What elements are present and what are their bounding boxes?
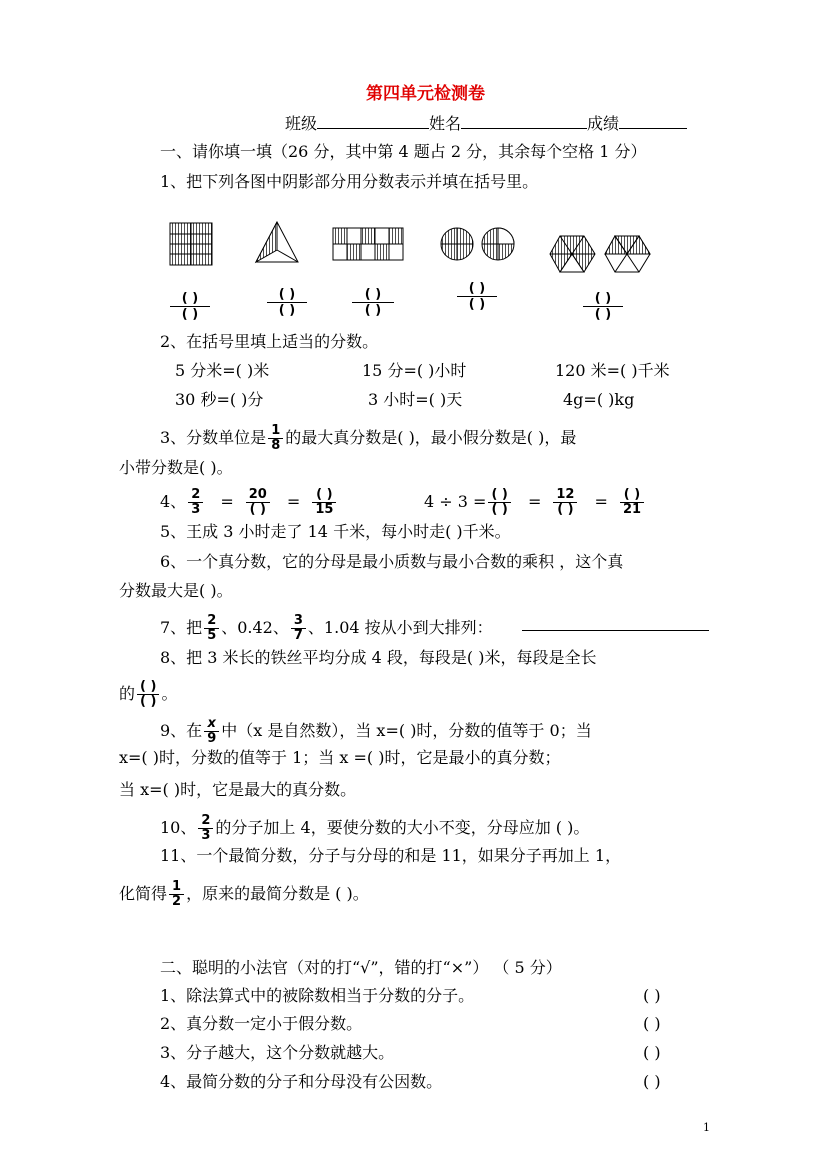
figure-square-grid xyxy=(169,222,213,266)
section2-heading: 二、聪明的小法官（对的打“√”，错的打“×”） （ 5 分） xyxy=(160,958,562,977)
question-4: 4、 $\frac{2}{3}$ = $\frac{20}{( )}$ = $\frac{( )}{15}$ xyxy=(160,488,338,517)
q2-item-2: 15 分=( )小时 xyxy=(362,361,467,380)
q2-item-5: 3 小时=( )天 xyxy=(368,390,463,409)
score-blank[interactable] xyxy=(619,114,687,129)
question-9-line2: x=( )时，分数的值等于 1；当 x =( )时，它是最小的真分数； xyxy=(119,748,561,767)
question-8-line2: 的 $\frac{( )}{( )}$ 。 xyxy=(119,679,178,709)
figure-triangle xyxy=(254,220,300,264)
page-title: 第四单元检测卷 xyxy=(366,84,485,104)
fig2-answer[interactable]: ( ) ( ) xyxy=(267,287,307,318)
name-label: 姓名 xyxy=(429,114,462,133)
figure-rectangle-strip xyxy=(332,227,404,261)
judge-answer-3[interactable]: ( ) xyxy=(643,1043,661,1062)
question-9-line1: 9、在 $\frac{x}{9}$ 中（x 是自然数），当 x=( )时，分数的值等于 0；当 xyxy=(160,716,592,746)
fig3-answer[interactable]: ( ) ( ) xyxy=(352,287,394,318)
q2-item-3: 120 米=( )千米 xyxy=(555,361,670,380)
question-6-line1: 6、一个真分数，它的分母是最小质数与最小合数的乘积 ，这个真 xyxy=(160,552,624,571)
fraction-1-8: $\frac{1}{8}$ xyxy=(268,424,283,453)
judge-item-4: 4、最简分数的分子和分母没有公因数。 xyxy=(160,1072,443,1091)
student-info-line xyxy=(285,114,687,134)
figure-two-circles xyxy=(439,226,517,262)
q2-item-1: 5 分米=( )米 xyxy=(175,361,270,380)
class-label: 班级 xyxy=(285,114,318,133)
class-blank[interactable] xyxy=(317,114,429,129)
judge-answer-1[interactable]: ( ) xyxy=(643,986,661,1005)
q2-item-4: 30 秒=( )分 xyxy=(175,390,264,409)
question-3-line1: 3、分数单位是 $\frac{1}{8}$ 的最大真分数是( )，最小假分数是( )，最 xyxy=(160,423,577,453)
question-9-line3: 当 x=( )时，它是最大的真分数。 xyxy=(119,780,357,799)
question-10: 10、 $\frac{2}{3}$ 的分子加上 4，要使分数的大小不变，分母应加 ( )。 xyxy=(160,813,590,843)
score-label: 成绩 xyxy=(587,114,620,133)
fig1-answer[interactable]: ( ) ( ) xyxy=(170,291,210,322)
judge-item-1: 1、除法算式中的被除数相当于分数的分子。 xyxy=(160,986,475,1005)
judge-item-2: 2、真分数一定小于假分数。 xyxy=(160,1014,363,1033)
fig5-answer[interactable]: ( ) ( ) xyxy=(583,291,623,322)
question-4-division: 4 ÷ 3 = $\frac{( )}{( )}$ = $\frac{12}{( )}$ = $\frac{( )}{21}$ xyxy=(424,488,646,517)
question-1: 1、把下列各图中阴影部分用分数表示并填在括号里。 xyxy=(160,172,539,191)
figure-two-hexagons xyxy=(549,234,651,274)
section1-heading: 一、请你填一填（26 分，其中第 4 题占 2 分，其余每个空格 1 分） xyxy=(160,142,647,161)
question-2: 2、在括号里填上适当的分数。 xyxy=(160,332,379,351)
q7-answer-line[interactable] xyxy=(522,614,709,631)
question-11-line1: 11、一个最简分数，分子与分母的和是 11，如果分子再加上 1， xyxy=(160,846,622,865)
question-5: 5、王成 3 小时走了 14 千米，每小时走( )千米。 xyxy=(160,522,511,541)
judge-item-3: 3、分子越大，这个分数就越大。 xyxy=(160,1043,395,1062)
q2-item-6: 4g=( )kg xyxy=(563,390,635,409)
judge-answer-2[interactable]: ( ) xyxy=(643,1014,661,1033)
name-blank[interactable] xyxy=(461,114,587,129)
question-11-line2: 化简得 $\frac{1}{2}$ ，原来的最简分数是 ( )。 xyxy=(119,879,369,909)
question-7: 7、把 $\frac{2}{5}$ 、0.42、 $\frac{3}{7}$ 、1.04 按从小到大排列： xyxy=(160,613,493,643)
judge-answer-4[interactable]: ( ) xyxy=(643,1072,661,1091)
question-6-line2: 分数最大是( )。 xyxy=(119,581,233,600)
question-8-line1: 8、把 3 米长的铁丝平均分成 4 段，每段是( )米，每段是全长 xyxy=(160,648,597,667)
fig4-answer[interactable]: ( ) ( ) xyxy=(457,281,497,312)
page-number: 1 xyxy=(703,1121,710,1134)
question-3-line2: 小带分数是( )。 xyxy=(119,458,233,477)
